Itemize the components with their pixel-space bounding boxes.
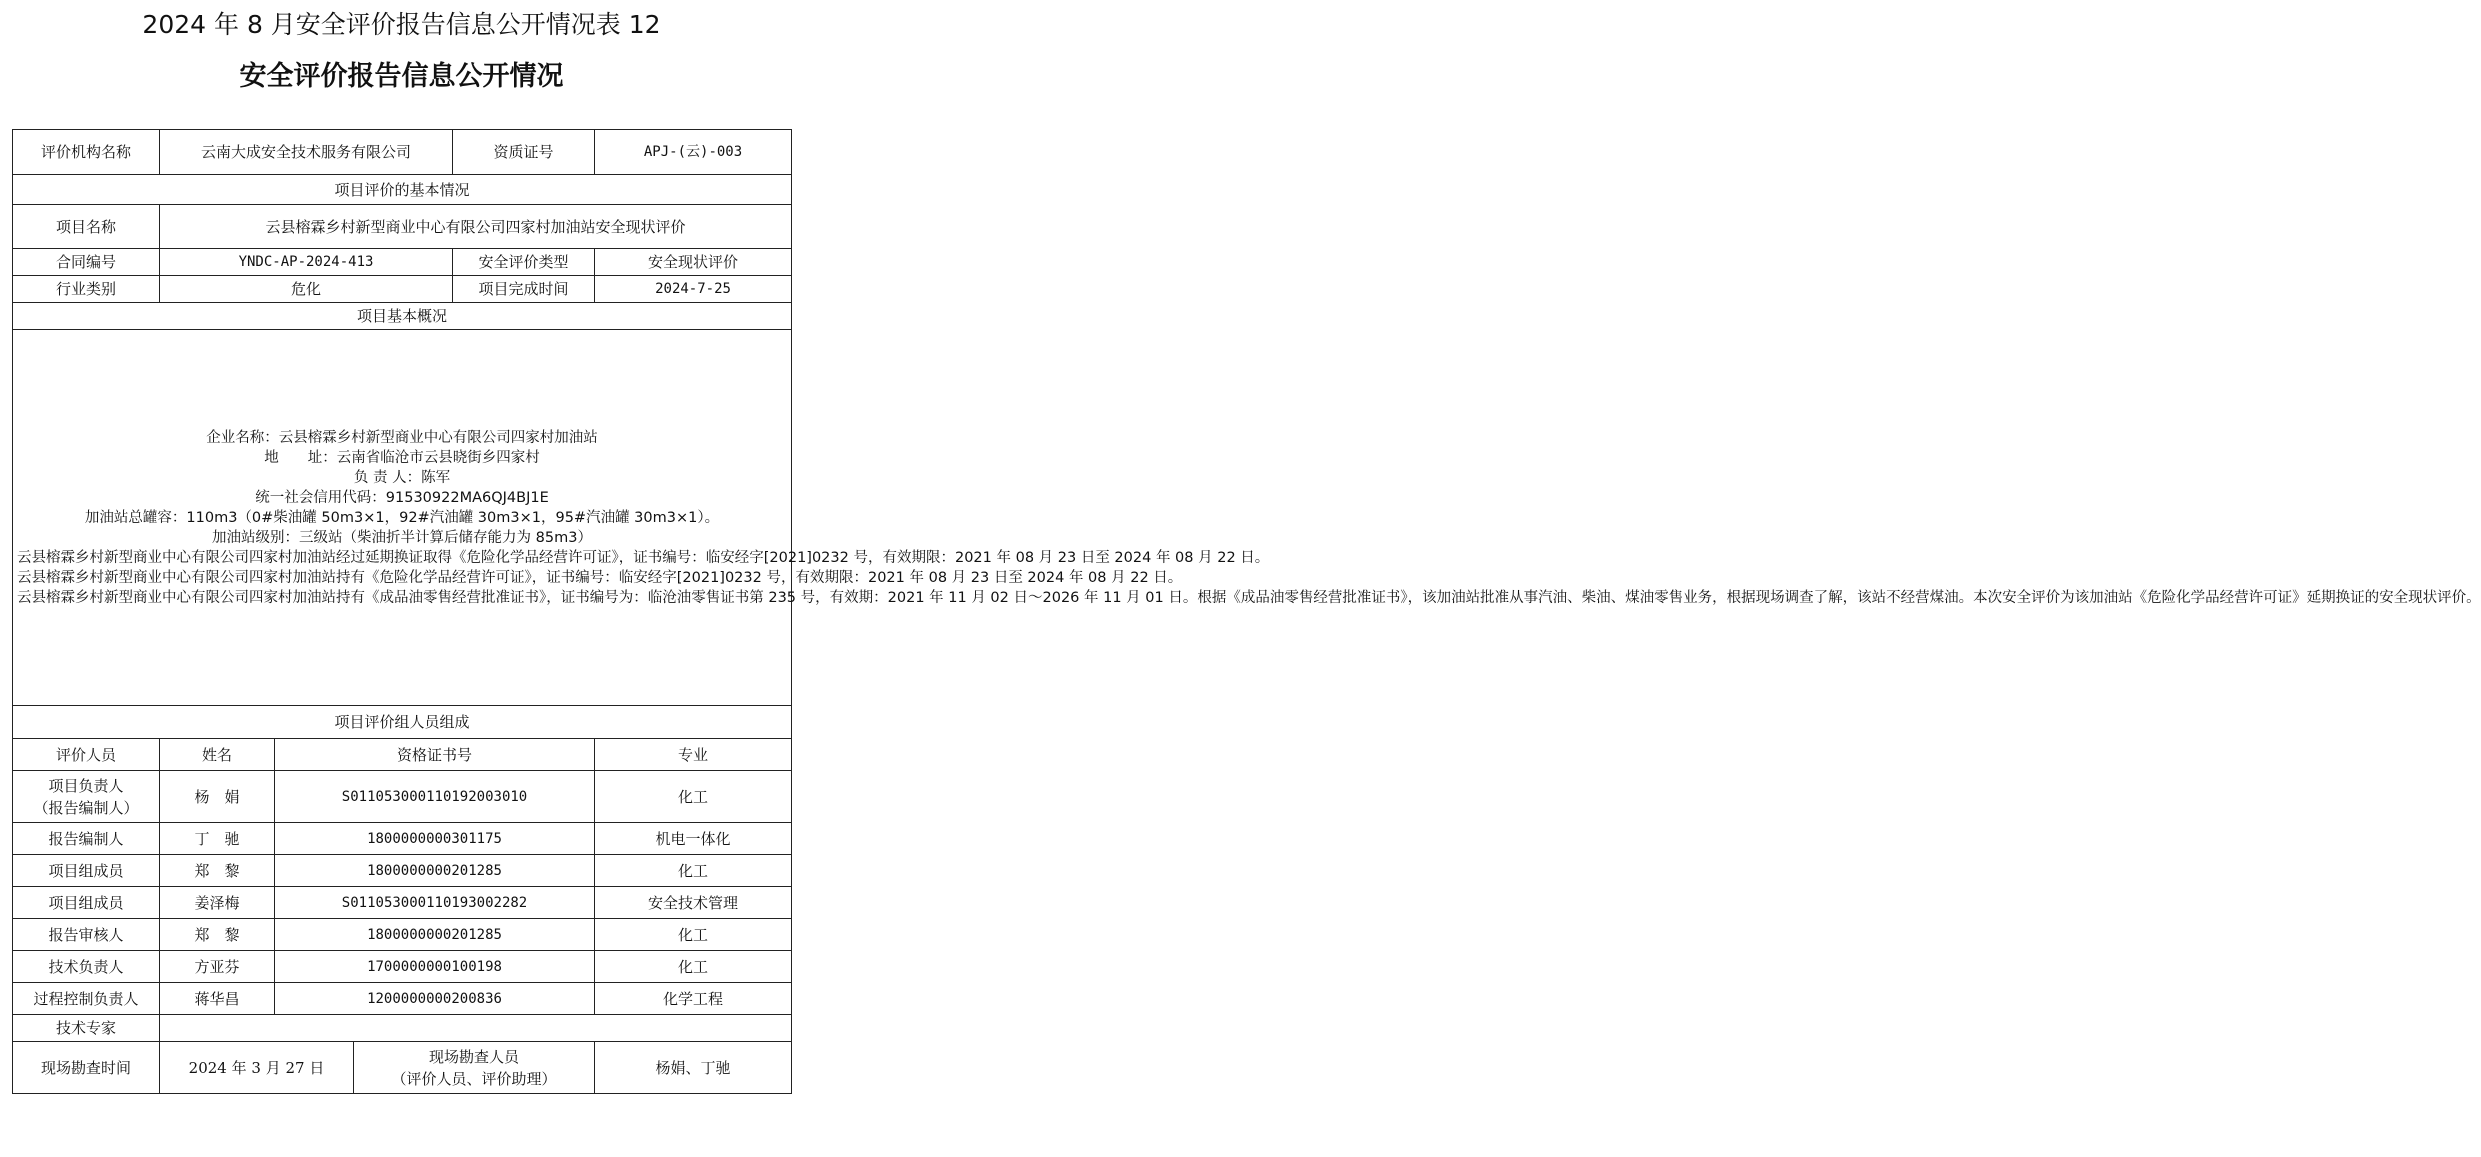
team-header-row xyxy=(13,739,792,771)
project-name-value: 云县榕霖乡村新型商业中心有限公司四家村加油站安全现状评价 xyxy=(160,205,792,249)
overview-line: 云县榕霖乡村新型商业中心有限公司四家村加油站经过延期换证取得《危险化学品经营许可证》，证书编号：临安经字[2021]0232 号，有效期限：2021 年 08 月 23 日至 2024 年 08 月 22 日。 xyxy=(17,549,1270,566)
cert-value: APJ-(云)-003 xyxy=(595,130,792,175)
table-row xyxy=(13,771,792,823)
overview-row xyxy=(13,330,792,706)
survey-staff-label xyxy=(354,1042,595,1094)
eval-type-label: 安全评价类型 xyxy=(453,249,595,276)
table-row xyxy=(13,919,792,951)
overview-line: 负 责 人：陈军 xyxy=(353,469,451,486)
member-major: 安全技术管理 xyxy=(595,887,792,919)
member-role: 报告编制人 xyxy=(13,823,160,855)
overview-line: 云县榕霖乡村新型商业中心有限公司四家村加油站持有《危险化学品经营许可证》，证书编号：临安经字[2021]0232 号，有效期限：2021 年 08 月 23 日至 2024 年 08 月 22 日。 xyxy=(17,569,1183,586)
table-row xyxy=(13,887,792,919)
member-cert: 1800000000301175 xyxy=(275,823,595,855)
overview-line: 企业名称：云县榕霖乡村新型商业中心有限公司四家村加油站 xyxy=(206,429,598,446)
team-header-name: 姓名 xyxy=(160,739,275,771)
member-cert: 1700000000100198 xyxy=(275,951,595,983)
member-name: 丁 驰 xyxy=(160,823,275,855)
survey-time-label: 现场勘查时间 xyxy=(13,1042,160,1094)
member-name: 姜泽梅 xyxy=(160,887,275,919)
member-cert: 1800000000201285 xyxy=(275,855,595,887)
contract-label: 合同编号 xyxy=(13,249,160,276)
contract-value: YNDC-AP-2024-413 xyxy=(160,249,453,276)
disclosure-table xyxy=(12,129,2481,1094)
org-label: 评价机构名称 xyxy=(13,130,160,175)
member-major: 机电一体化 xyxy=(595,823,792,855)
org-value: 云南大成安全技术服务有限公司 xyxy=(160,130,453,175)
overview-line: 地 址：云南省临沧市云县晓街乡四家村 xyxy=(264,449,540,466)
member-major: 化工 xyxy=(595,771,792,823)
finish-value: 2024-7-25 xyxy=(595,276,792,303)
expert-label: 技术专家 xyxy=(13,1015,160,1042)
survey-staff-label-main: 现场勘查人员 xyxy=(429,1047,520,1066)
industry-row xyxy=(13,276,792,303)
member-name: 郑 黎 xyxy=(160,855,275,887)
overview-line: 云县榕霖乡村新型商业中心有限公司四家村加油站持有《成品油零售经营批准证书》，证书编号为：临沧油零售证书第 235 号，有效期：2021 年 11 月 02 日～2026 年 11 月 01 日。根据《成品油零售经营批准证书》，该加油站批准从事汽油、柴油、煤油零售业务，根据现场调查了解，该站不经营煤油。本次安全评价为该加油站《危险化学品经营许可证》延期换证的安全现状评价。 xyxy=(17,589,2481,606)
project-name-label: 项目名称 xyxy=(13,205,160,249)
basic-section-row xyxy=(13,175,792,205)
member-role: 技术负责人 xyxy=(13,951,160,983)
finish-label: 项目完成时间 xyxy=(453,276,595,303)
member-name: 郑 黎 xyxy=(160,919,275,951)
cert-label: 资质证号 xyxy=(453,130,595,175)
expert-row xyxy=(13,1015,792,1042)
contract-row xyxy=(13,249,792,276)
member-role: 项目负责人 （报告编制人） xyxy=(13,771,160,823)
industry-value: 危化 xyxy=(160,276,453,303)
table-row xyxy=(13,951,792,983)
team-header-role: 评价人员 xyxy=(13,739,160,771)
expert-value xyxy=(160,1015,792,1042)
member-cert: 1800000000201285 xyxy=(275,919,595,951)
overview-line: 加油站总罐容：110m3（0#柴油罐 50m3×1，92#汽油罐 30m3×1，95#汽油罐 30m3×1）。 xyxy=(84,509,720,526)
survey-staff-value: 杨娟、丁驰 xyxy=(595,1042,792,1094)
member-cert: S011053000110192003010 xyxy=(275,771,595,823)
team-section-row xyxy=(13,706,792,739)
team-header-major: 专业 xyxy=(595,739,792,771)
member-name: 蒋华昌 xyxy=(160,983,275,1015)
member-major: 化工 xyxy=(595,855,792,887)
member-role: 过程控制负责人 xyxy=(13,983,160,1015)
overview-line: 统一社会信用代码：91530922MA6QJ4BJ1E xyxy=(255,489,549,506)
eval-type-value: 安全现状评价 xyxy=(595,249,792,276)
team-section-title: 项目评价组人员组成 xyxy=(13,706,792,739)
member-role: 项目组成员 xyxy=(13,887,160,919)
table-row xyxy=(13,823,792,855)
member-major: 化工 xyxy=(595,919,792,951)
document-title: 2024 年 8 月安全评价报告信息公开情况表 12 xyxy=(142,10,661,39)
basic-section-title: 项目评价的基本情况 xyxy=(13,175,792,205)
member-cert: 1200000000200836 xyxy=(275,983,595,1015)
org-row xyxy=(13,130,792,175)
member-role: 项目组成员 xyxy=(13,855,160,887)
survey-staff-label-sub: （评价人员、评价助理） xyxy=(391,1069,557,1088)
overview-section-row xyxy=(13,303,792,330)
member-major: 化学工程 xyxy=(595,983,792,1015)
survey-time-value: 2024 年 3 月 27 日 xyxy=(160,1042,354,1094)
overview-section-title: 项目基本概况 xyxy=(13,303,792,330)
survey-row xyxy=(13,1042,792,1094)
project-name-row xyxy=(13,205,792,249)
table-row xyxy=(13,855,792,887)
member-major: 化工 xyxy=(595,951,792,983)
document-subtitle: 安全评价报告信息公开情况 xyxy=(239,61,564,92)
member-name: 杨 娟 xyxy=(160,771,275,823)
team-header-cert: 资格证书号 xyxy=(275,739,595,771)
table-row xyxy=(13,983,792,1015)
member-name: 方亚芬 xyxy=(160,951,275,983)
member-cert: S011053000110193002282 xyxy=(275,887,595,919)
member-role: 报告审核人 xyxy=(13,919,160,951)
overview-line: 加油站级别：三级站（柴油折半计算后储存能力为 85m3） xyxy=(212,529,592,546)
industry-label: 行业类别 xyxy=(13,276,160,303)
overview-text xyxy=(13,330,2481,706)
